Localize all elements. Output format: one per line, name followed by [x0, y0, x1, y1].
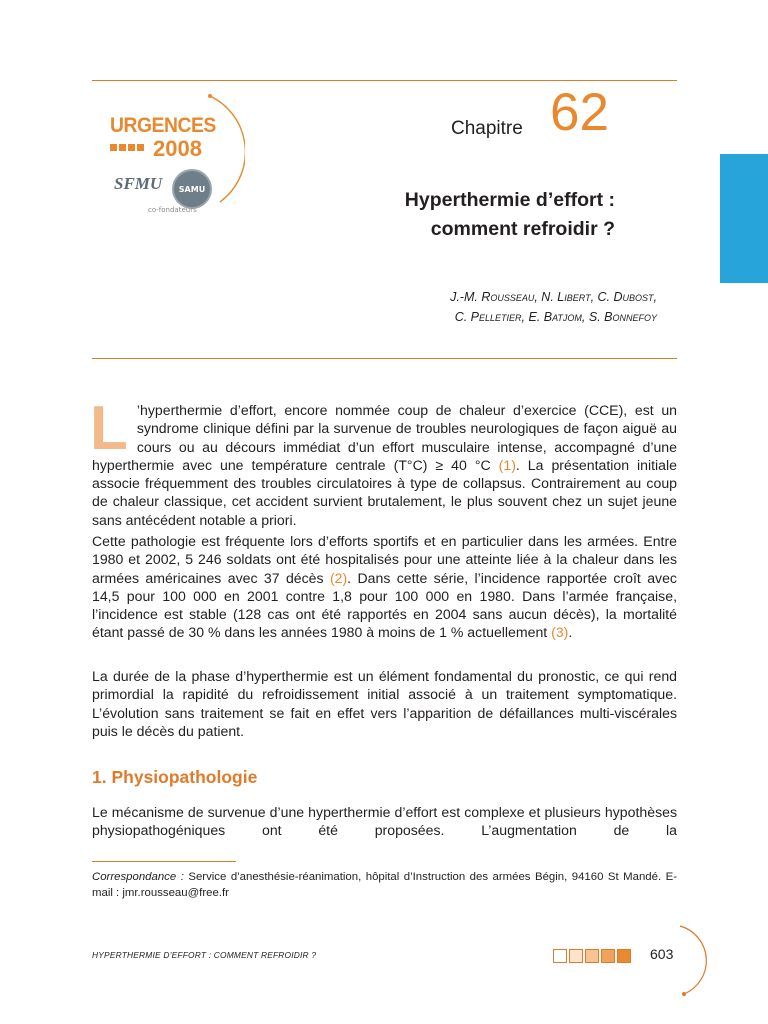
footer-square	[553, 949, 567, 963]
footer-square	[601, 949, 615, 963]
reference-link[interactable]: (2)	[329, 569, 348, 586]
prognosis-paragraph: La durée de la phase d’hyperthermie est un élément fondamental du pronostic, ce qui rend primordial la rapidité du refroidissement initial associé à un traitement symptomatique. L’évolution sans traitement se fait en effet vers l’apparition de défaillances multi-viscérales puis le décès du patient.	[92, 668, 677, 739]
footer-squares	[553, 949, 631, 963]
footer-square	[585, 949, 599, 963]
footnote-label: Correspondance :	[92, 871, 184, 883]
running-title: HYPERTHERMIE D’EFFORT : COMMENT REFROIDIR ?	[92, 950, 317, 960]
footnote-text: Service d’anesthésie-réanimation, hôpital d’Instruction des armées Bégin, 94160 St Mandé. E-mail : jmr.rousseau@free.fr	[92, 871, 678, 899]
title-line-1: Hyperthermie d’effort :	[404, 189, 615, 211]
top-rule	[92, 80, 677, 81]
logo-urgences-text: URGENCES	[110, 114, 216, 137]
author-list	[450, 287, 657, 327]
footnote-rule	[92, 861, 236, 862]
logo-year-text: 2008	[153, 136, 202, 161]
logo-caption: co-fondateurs	[148, 206, 197, 214]
chapter-label: Chapitre	[451, 118, 523, 139]
intro-paragraph: L ’hyperthermie d’effort, encore nommée coup de chaleur d’exercice (CCE), est un syndrome clinique défini par la survenue de troubles neurologiques de façon aiguë au cours ou au décours immédiat d’un effort musculaire intense, accompagné d’une hyperthermie avec une température centrale (T°C) ≥ 40 °C (1). La présentation initiale associe fréquemment des troubles circulatoires à type de collapsus. Contrairement au coup de chaleur classique, cet accident survient brutalement, le plus souvent chez un sujet jeune sans antécédent notable a priori.	[90, 394, 677, 528]
title-line-2: comment refroidir ?	[430, 218, 615, 240]
reference-link[interactable]: (1)	[498, 456, 516, 473]
footer-arc-graphic	[640, 922, 710, 1002]
chapter-title	[405, 186, 615, 244]
correspondence-footnote	[92, 870, 677, 901]
footer-square	[617, 949, 631, 963]
section-heading: 1. Physiopathologie	[92, 767, 258, 787]
header-bottom-rule	[92, 358, 677, 359]
authors-line-2: C. Pelletier, E. Batjom, S. Bonnefoy	[454, 310, 657, 324]
footer-square	[569, 949, 583, 963]
reference-link[interactable]: (3)	[551, 624, 569, 641]
authors-line-1: J.-M. Rousseau, N. Libert, C. Dubost,	[450, 290, 657, 304]
mechanism-paragraph: Le mécanisme de survenue d’une hyperthermie d’effort est complexe et plusieurs hypothèses physiopathogéniques ont été proposées. L’augmentation de la	[92, 804, 677, 839]
logo-squares	[110, 144, 144, 151]
epidemiology-paragraph: Cette pathologie est fréquente lors d’efforts sportifs et en particulier dans les armées. Entre 1980 et 2002, 5 246 soldats ont été hospitalisés pour une atteinte liée à la chaleur dans les armées américaines avec 37 décès (2). Dans cette série, l’incidence rapportée croît avec 14,5 pour 100 000 en 2001 contre 1,8 pour 100 000 en 1980. Dans l’armée française, l’incidence est stable (128 cas ont été rapportés en 2004 sans aucun décès), la mortalité étant passé de 30 % dans les années 1980 à moins de 1 % actuellement (3).	[92, 533, 677, 641]
sfmu-logo: SFMU	[114, 174, 163, 193]
urgences-logo	[100, 92, 245, 222]
page-number: 603	[650, 946, 674, 962]
drop-cap: L	[90, 394, 128, 463]
chapter-number: 62	[550, 83, 609, 142]
samu-logo: SAMU	[172, 169, 212, 209]
side-color-tab	[720, 154, 768, 283]
